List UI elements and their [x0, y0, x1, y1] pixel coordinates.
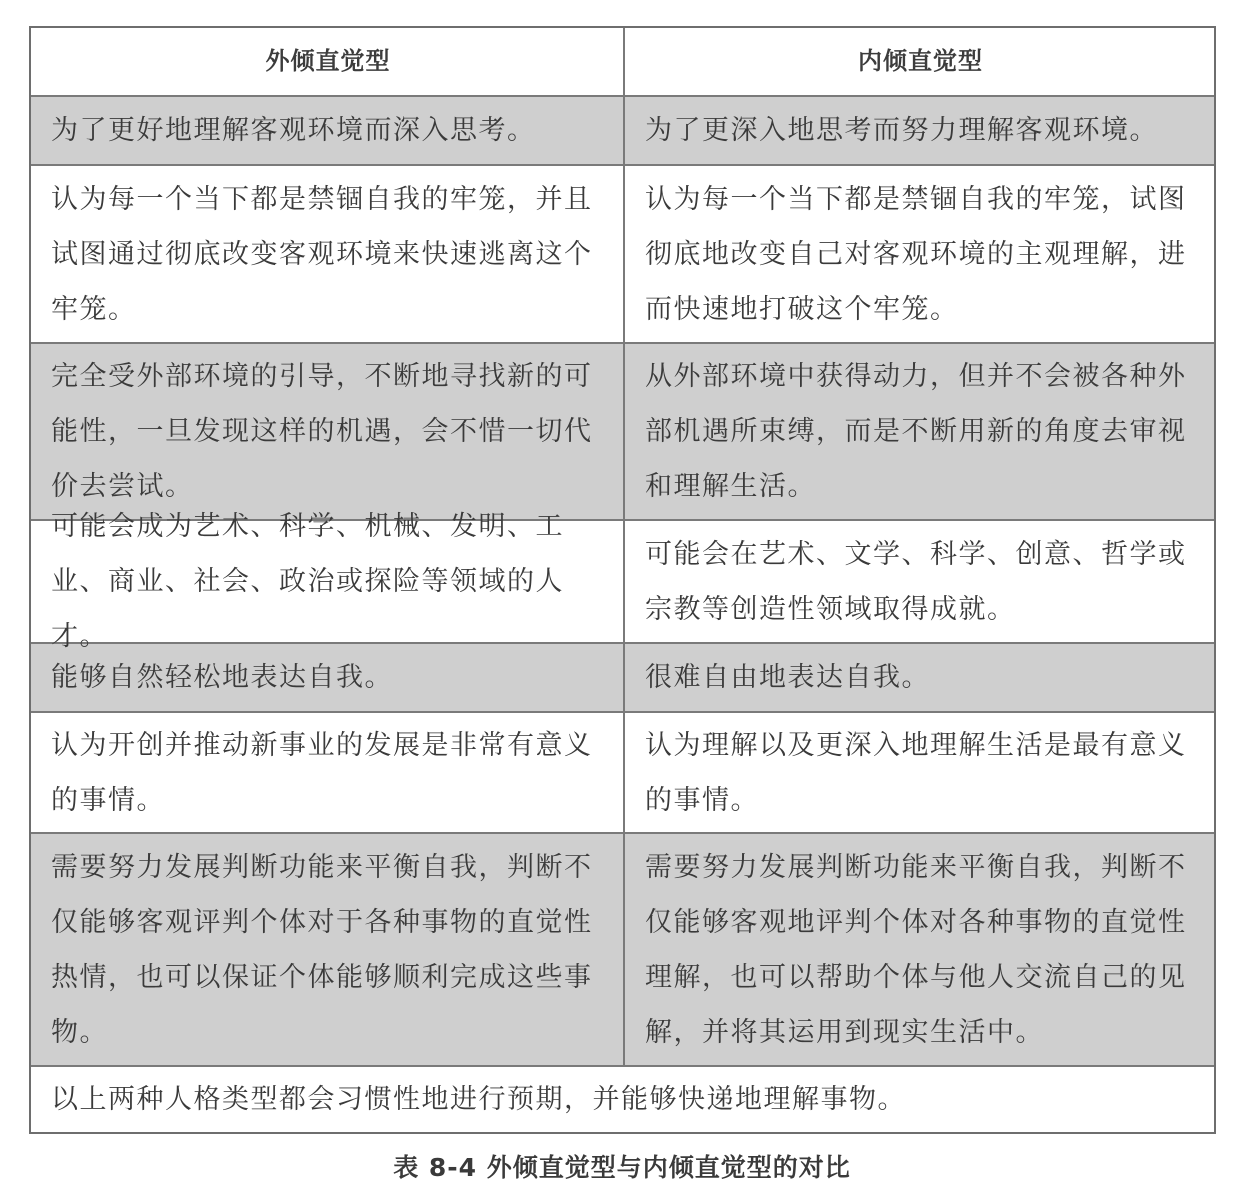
footer-text: 以上两种人格类型都会习惯性地进行预期，并能够快递地理解事物。: [51, 1084, 906, 1115]
header-label: 内倾直觉型: [858, 47, 983, 75]
table-cell-right: [625, 166, 1214, 342]
cell-text: 认为开创并推动新事业的发展是非常有意义的事情。: [51, 729, 593, 816]
table-row: [31, 95, 1214, 164]
header-cell-introverted-intuition: [625, 28, 1214, 95]
table-cell-right: [625, 344, 1214, 519]
table-cell-left: [31, 644, 625, 711]
table-row: [31, 342, 1214, 519]
table-cell-left: [31, 713, 625, 832]
table-header-row: [31, 28, 1214, 95]
cell-text: 从外部环境中获得动力，但并不会被各种外部机遇所束缚，而是不断用新的角度去审视和理解生活。: [645, 361, 1187, 502]
table-cell-right: [625, 644, 1214, 711]
header-cell-extraverted-intuition: [31, 28, 625, 95]
cell-text: 可能会在艺术、文学、科学、创意、哲学或宗教等创造性领域取得成就。: [645, 538, 1187, 625]
cell-text: 完全受外部环境的引导，不断地寻找新的可能性，一旦发现这样的机遇，会不惜一切代价去尝试。: [51, 361, 593, 502]
comparison-table: [29, 26, 1216, 1134]
table-caption: 表 8-4 外倾直觉型与内倾直觉型的对比: [393, 1153, 851, 1182]
table-cell-left: [31, 97, 625, 164]
table-cell-right: [625, 713, 1214, 832]
table-cell-right: [625, 834, 1214, 1065]
table-cell-left: [31, 344, 625, 519]
table-cell-left: [31, 834, 625, 1065]
cell-text: 需要努力发展判断功能来平衡自我，判断不仅能够客观地评判个体对各种事物的直觉性理解，也可以帮助个体与他人交流自己的见解，并将其运用到现实生活中。: [645, 851, 1187, 1048]
table-cell-right: [625, 521, 1214, 642]
table-cell-right: [625, 97, 1214, 164]
table-row: [31, 511, 1214, 652]
table-row: [31, 832, 1214, 1065]
table-row: [31, 164, 1214, 342]
cell-text: 可能会成为艺术、科学、机械、发明、工业、商业、社会、政治或探险等领域的人才。: [51, 511, 564, 652]
table-row: [31, 711, 1214, 832]
cell-text: 很难自由地表达自我。: [645, 662, 930, 693]
cell-text: 需要努力发展判断功能来平衡自我，判断不仅能够客观评判个体对于各种事物的直觉性热情，也可以保证个体能够顺利完成这些事物。: [51, 851, 593, 1048]
table-cell-left: [31, 166, 625, 342]
cell-text: 认为每一个当下都是禁锢自我的牢笼，并且试图通过彻底改变客观环境来快速逃离这个牢笼。: [51, 183, 593, 325]
cell-text: 认为理解以及更深入地理解生活是最有意义的事情。: [645, 729, 1187, 816]
table-row: [31, 642, 1214, 711]
table-footer-row: [31, 1065, 1214, 1132]
table-cell-left: [31, 511, 625, 652]
cell-text: 为了更深入地思考而努力理解客观环境。: [645, 115, 1158, 146]
cell-text: 认为每一个当下都是禁锢自我的牢笼，试图彻底地改变自己对客观环境的主观理解，进而快速地打破这个牢笼。: [645, 183, 1187, 325]
cell-text: 为了更好地理解客观环境而深入思考。: [51, 115, 536, 146]
cell-text: 能够自然轻松地表达自我。: [51, 662, 393, 693]
header-label: 外倾直觉型: [265, 47, 391, 75]
table-footer-cell: [31, 1067, 1214, 1132]
